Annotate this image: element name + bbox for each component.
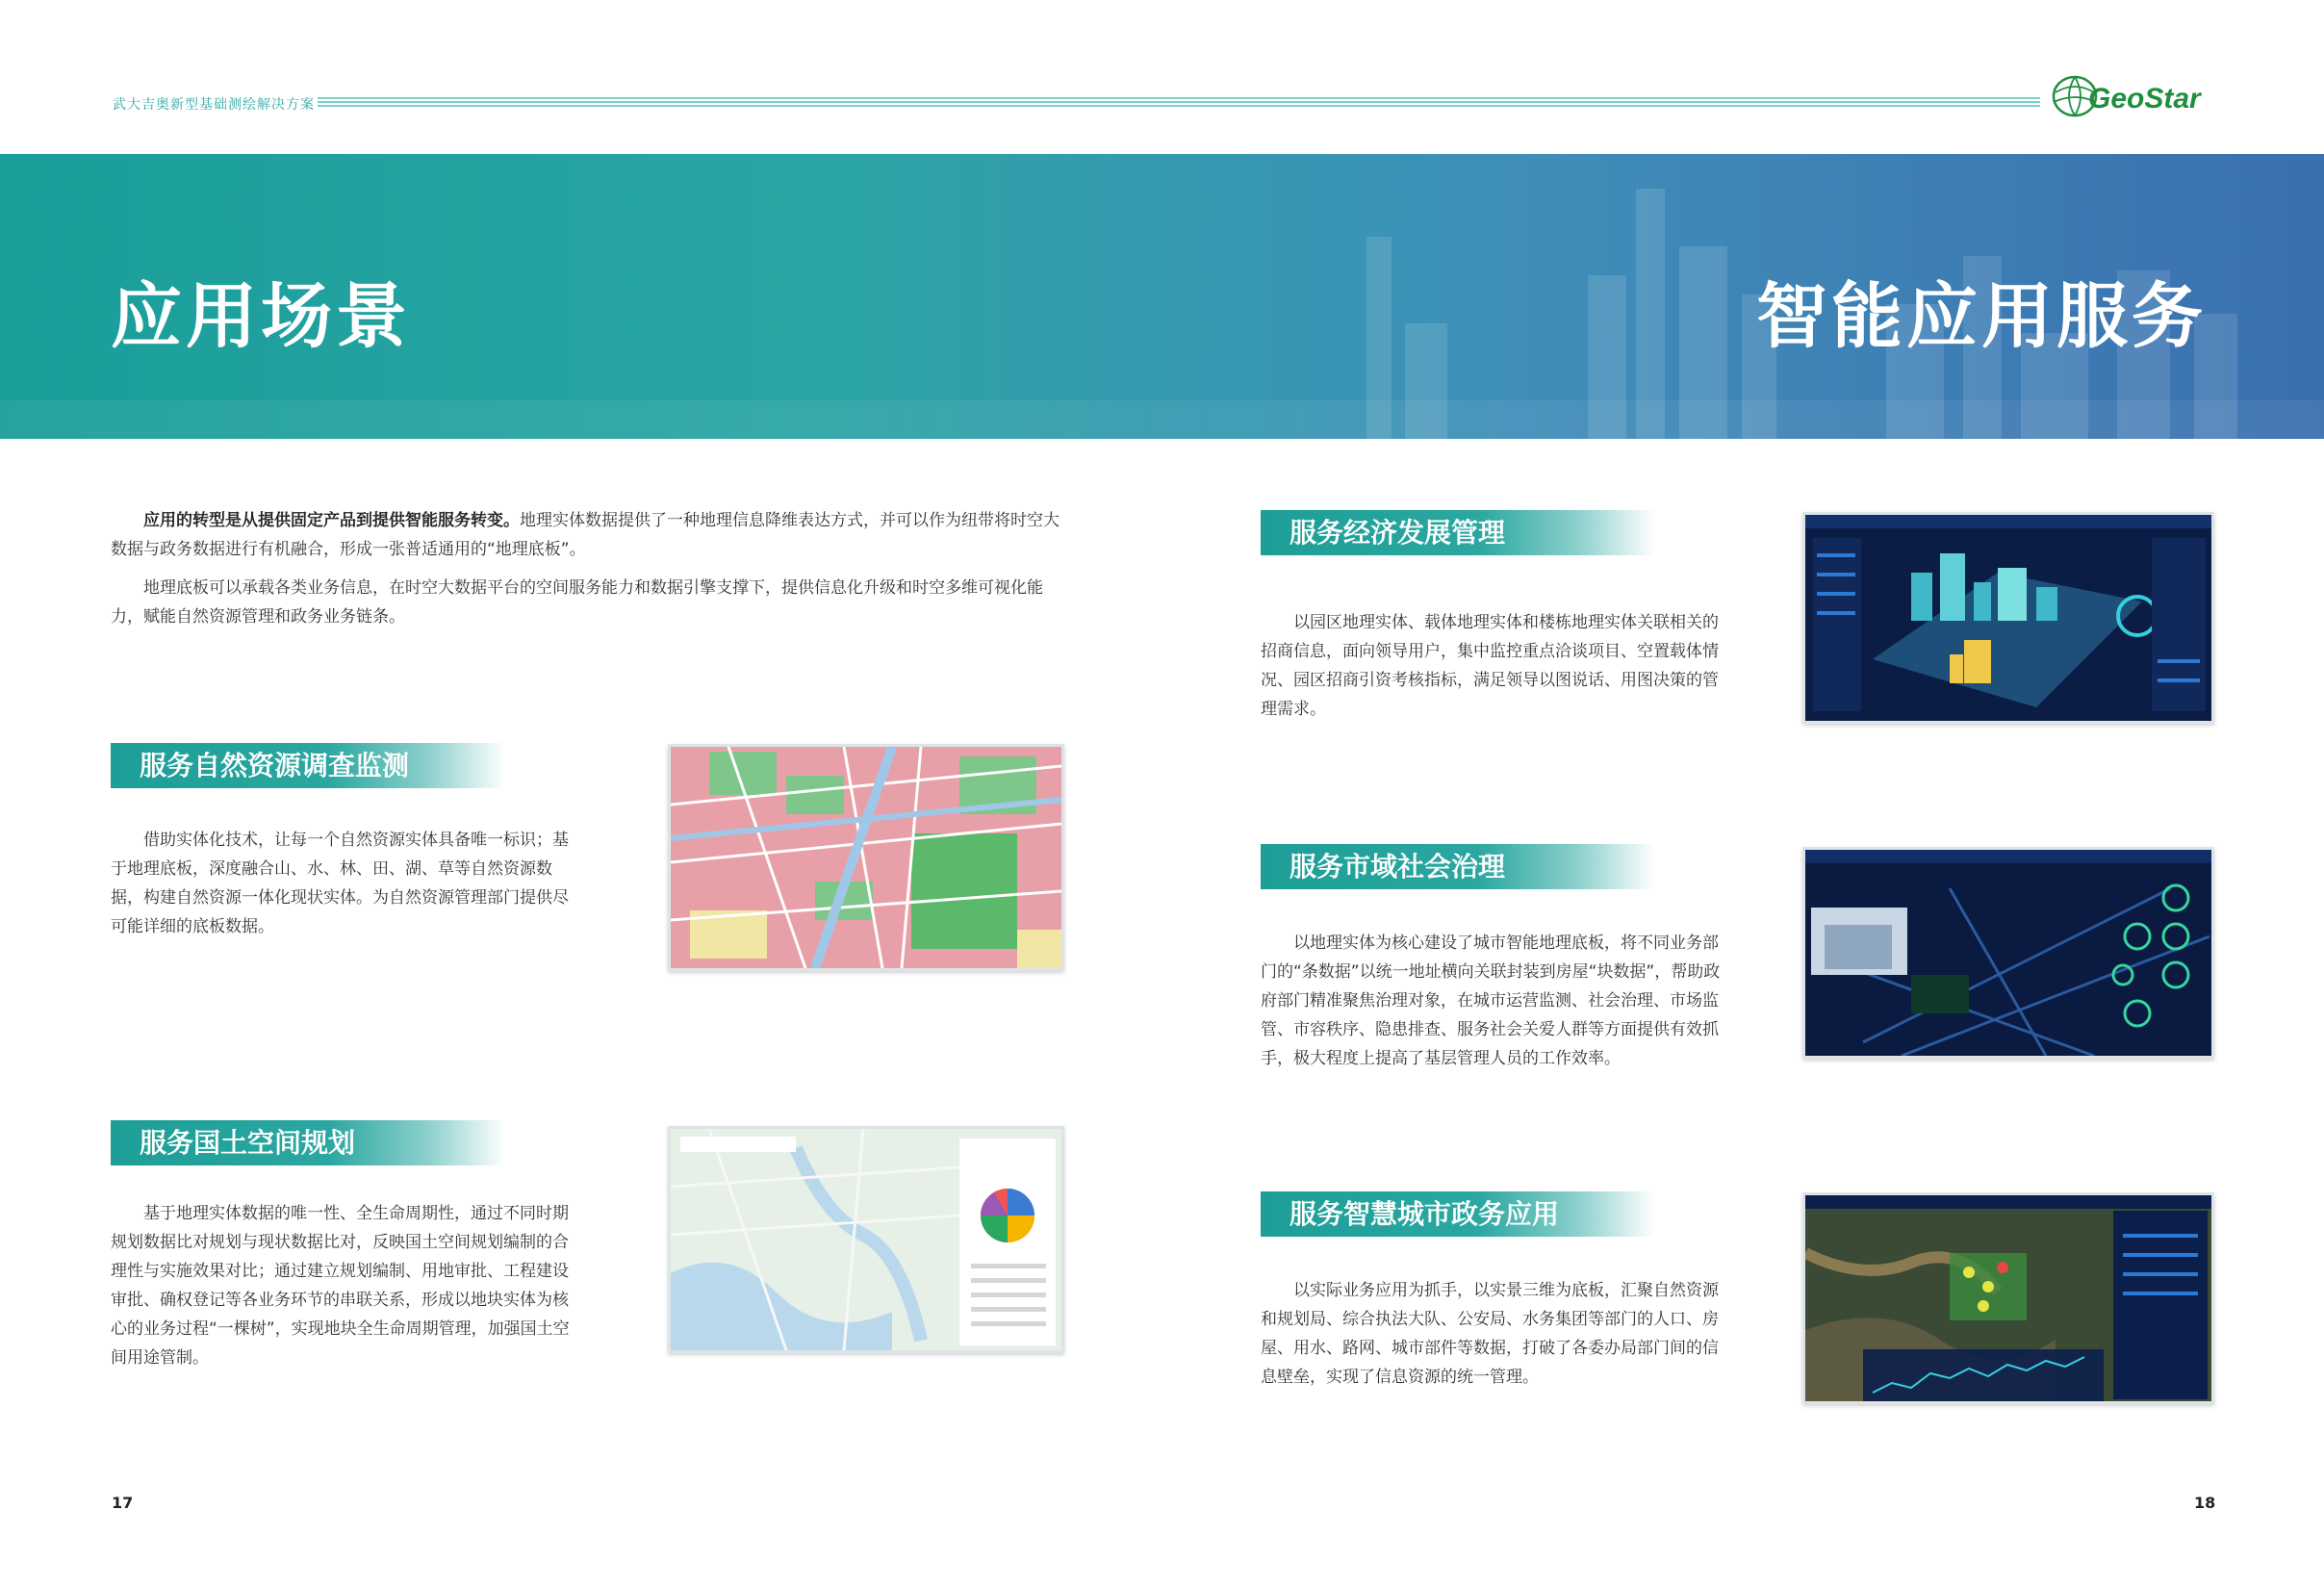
label-spatial-planning: 服务国土空间规划 bbox=[111, 1120, 505, 1165]
economy-dashboard-image bbox=[1802, 512, 2214, 724]
planning-map-image bbox=[668, 1126, 1064, 1353]
social-governance-text: 以地理实体为核心建设了城市智能地理底板，将不同业务部门的“条数据”以统一地址横向关联封装到房屋“块数据”，帮助政府部门精准聚焦治理对象，在城市运营监测、社会治理、市场监管、市容秩序、隐患排查、服务社会关爱人群等方面提供有效抓手，极大程度上提高了基层管理人员的工作效率。 bbox=[1261, 934, 1721, 1068]
3d-city-dashboard-graphic bbox=[1805, 515, 2211, 721]
page-number-left: 17 bbox=[112, 1494, 134, 1512]
smart-city-dashboard-image bbox=[1802, 1192, 2214, 1404]
intro-paragraph-2: 地理底板可以承载各类业务信息，在时空大数据平台的空间服务能力和数据引擎支撑下，提供信息化升级和时空多维可视化能力，赋能自然资源管理和政务业务链条。 bbox=[111, 578, 1043, 627]
label-social-governance: 服务市域社会治理 bbox=[1261, 844, 1655, 889]
section-title-left: 应用场景 bbox=[111, 275, 411, 358]
satellite-dashboard-graphic bbox=[1805, 1195, 2211, 1401]
economic-development-text: 以园区地理实体、载体地理实体和楼栋地理实体关联相关的招商信息，面向领导用户，集中监控重点洽谈项目、空置载体情况、园区招商引资考核指标，满足领导以图说话、用图决策的管理需求。 bbox=[1261, 613, 1719, 719]
intro-paragraph-1 bbox=[111, 506, 1063, 564]
intro-lead: 应用的转型是从提供固定产品到提供智能服务转变。 bbox=[143, 511, 520, 530]
label-economic-development: 服务经济发展管理 bbox=[1261, 510, 1655, 555]
spatial-planning-text: 基于地理实体数据的唯一性、全生命周期性，通过不同时期规划数据比对规划与现状数据比对，反映国土空间规划编制的合理性与实施效果对比；通过建立规划编制、用地审批、工程建设审批、确权登记等各业务环节的串联关系，形成以地块实体为核心的业务过程“一棵树”，实现地块全生命周期管理，加强国土空间用途管制。 bbox=[111, 1204, 570, 1368]
header-rule bbox=[318, 97, 2040, 108]
geostar-logo bbox=[2050, 73, 2218, 121]
logo-text: GeoStar bbox=[2088, 83, 2201, 115]
natural-resources-text: 借助实体化技术，让每一个自然资源实体具备唯一标识；基于地理底板，深度融合山、水、林、田、湖、草等自然资源数据，构建自然资源一体化现状实体。为自然资源管理部门提供尽可能详细的底板数据。 bbox=[111, 831, 569, 936]
land-use-map-image bbox=[668, 744, 1064, 971]
intro-body: 地理实体数据提供了一种地理信息降维表达方式，并可以作为纽带将时空大数据与政务数据进行有机融合，形成一张普适通用的“地理底板”。 bbox=[111, 511, 1060, 559]
label-natural-resources: 服务自然资源调查监测 bbox=[111, 743, 505, 788]
label-smart-city: 服务智慧城市政务应用 bbox=[1261, 1191, 1655, 1237]
parcel-map-graphic bbox=[671, 747, 1061, 968]
smart-city-text: 以实际业务应用为抓手，以实景三维为底板，汇聚自然资源和规划局、综合执法大队、公安局、水务集团等部门的人口、房屋、用水、路网、城市部件等数据，打破了各委办局部门间的信息壁垒，实现了信息资源的统一管理。 bbox=[1261, 1281, 1719, 1387]
page-number-right: 18 bbox=[2194, 1494, 2216, 1512]
planning-map-graphic bbox=[671, 1129, 1061, 1350]
document-subtitle: 武大吉奥新型基础测绘解决方案 bbox=[113, 97, 315, 113]
city-governance-dashboard-graphic bbox=[1805, 850, 2211, 1056]
society-dashboard-image bbox=[1802, 847, 2214, 1059]
title-banner bbox=[0, 154, 2324, 439]
section-title-right: 智能应用服务 bbox=[1756, 275, 2207, 358]
